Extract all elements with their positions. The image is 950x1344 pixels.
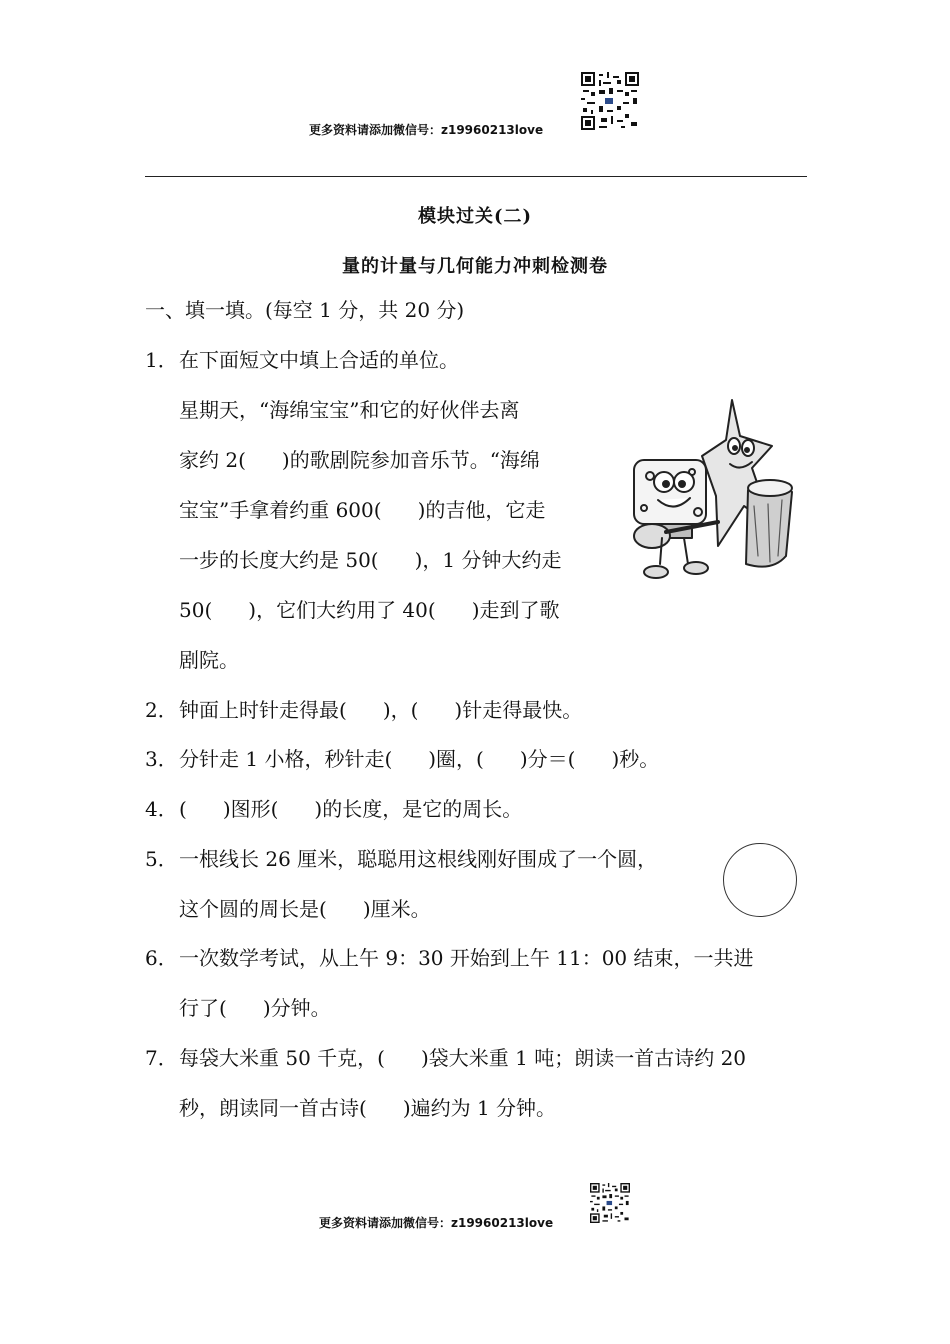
question-number: 6． — [145, 946, 178, 970]
question-6-line-2: 行了( )分钟。 — [179, 996, 331, 1020]
question-number: 4． — [145, 797, 178, 821]
question-3: 3．分针走 1 小格，秒针走( )圈，( )分＝( )秒。 — [145, 747, 660, 771]
section-heading: 一、填一填。(每空 1 分，共 20 分) — [145, 298, 465, 322]
header-wechat-note: 更多资料请添加微信号：z19960213love — [309, 123, 544, 137]
question-7-line-2: 秒，朗读同一首古诗( )遍约为 1 分钟。 — [179, 1096, 557, 1120]
passage-line-3: 宝宝”手拿着约重 600( )的吉他，它走 — [179, 498, 546, 522]
header-divider — [145, 176, 807, 177]
question-4: 4．( )图形( )的长度，是它的周长。 — [145, 797, 523, 821]
qr-code-icon — [590, 1183, 630, 1223]
question-number: 7． — [145, 1046, 178, 1070]
question-1-prompt — [145, 347, 459, 373]
question-7-line-1: 7．每袋大米重 50 千克，( )袋大米重 1 吨；朗读一首古诗约 20 — [145, 1046, 747, 1070]
footer-wechat-note: 更多资料请添加微信号：z19960213love — [319, 1216, 554, 1230]
passage-line-1: 星期天，“海绵宝宝”和它的好伙伴去离 — [179, 398, 520, 422]
qr-code-icon — [581, 72, 639, 130]
question-number: 5． — [145, 847, 178, 871]
question-text: 在下面短文中填上合适的单位。 — [179, 348, 459, 372]
passage-line-2: 家约 2( )的歌剧院参加音乐节。“海绵 — [179, 448, 540, 472]
question-6-line-1: 6．一次数学考试，从上午 9：30 开始到上午 11：00 结束，一共进 — [145, 946, 754, 970]
cartoon-characters-illustration — [622, 396, 802, 586]
page-subtitle: 量的计量与几何能力冲刺检测卷 — [342, 256, 608, 277]
circle-figure — [723, 843, 797, 917]
passage-line-6: 剧院。 — [179, 648, 239, 672]
page-title: 模块过关(二) — [417, 206, 533, 227]
question-number: 2． — [145, 698, 178, 722]
question-number: 3． — [145, 747, 178, 771]
question-number: 1． — [145, 348, 178, 372]
question-5-line-1: 5．一根线长 26 厘米，聪聪用这根线刚好围成了一个圆， — [145, 847, 658, 871]
passage-line-5: 50( )，它们大约用了 40( )走到了歌 — [179, 598, 560, 622]
question-2: 2．钟面上时针走得最( )，( )针走得最快。 — [145, 698, 583, 722]
passage-line-4: 一步的长度大约是 50( )，1 分钟大约走 — [179, 548, 562, 572]
question-5-line-2: 这个圆的周长是( )厘米。 — [179, 897, 431, 921]
